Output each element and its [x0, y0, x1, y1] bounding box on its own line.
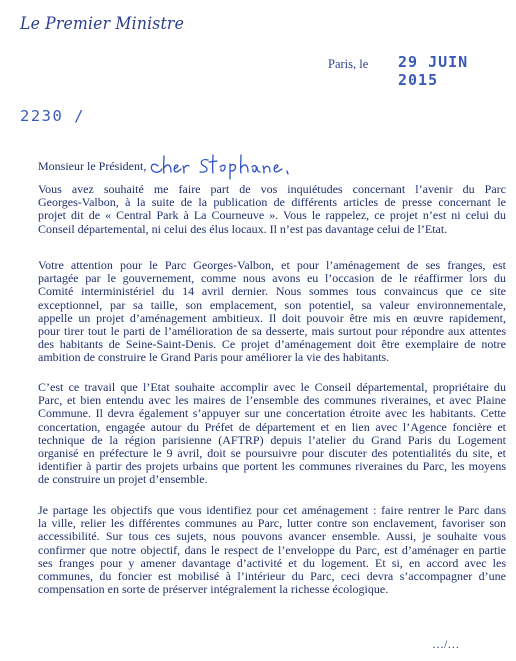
paragraph-line: Comité interministériel du 14 avril dernier. Nous sommes tous convaincus que ce site	[38, 284, 506, 299]
paragraph-line: Conseil départemental, ni celui des élus locaux. Il n’est pas davantage celui de l’Etat.	[38, 221, 448, 236]
paragraph-line: Votre attention pour le Parc Georges-Valbon, et pour l’aménagement de ses franges, est	[38, 258, 506, 272]
paragraph-2	[38, 259, 506, 365]
paragraph-line: technique de la région parisienne (AFTRP) depuis l’atelier du Grand Paris du Logement	[38, 432, 506, 447]
paragraph-3	[38, 381, 506, 487]
paragraph-line: des habitants de Seine-Saint-Denis. Ce projet d’aménagement doit être exemplaire de notre	[38, 337, 506, 352]
paragraph-line: Vous avez souhaité me faire part de vos inquiétudes concernant l’avenir du Parc	[38, 182, 506, 196]
paragraph-4	[38, 504, 506, 596]
paragraph-line: ses franges pour y amener davantage d’activité et du logement. Et si, en accord avec les	[38, 555, 506, 570]
salutation: Monsieur le Président,	[38, 159, 147, 173]
paragraph-line: organisé en préfecture le 9 avril, doit se poursuivre pour discuter des potentialités du site, et	[38, 446, 506, 461]
paragraph-line: communes, du foncier est mobilisé à l’intérieur du Parc, ceci devra s’accompagner d’une	[38, 569, 506, 584]
date-stamp: 29 JUIN 2015	[398, 53, 469, 89]
paragraph-1	[38, 183, 506, 236]
paragraph-line: Commune. Il devra également s’appuyer sur une concertation étroite avec les habitants. Cette	[38, 406, 506, 421]
paragraph-line: partagée par le gouvernement, comme nous avons eu l’occasion de le réaffirmer lors du	[38, 271, 506, 286]
place-label: Paris, le	[328, 57, 369, 71]
paragraph-line: Georges-Valbon, à la suite de la publication de différents articles de presse concernant le	[38, 195, 506, 210]
paragraph-line: exceptionnel, par sa taille, son emplacement, son potentiel, sa valeur environnementale,	[38, 297, 506, 312]
letterhead: Le Premier Ministre	[20, 14, 185, 34]
paragraph-line: concertation, engagée autour du Préfet de département et en lien avec l’Agence foncière et	[38, 419, 506, 434]
paragraph-line: appelle un projet d’aménagement ambitieux. Il doit pouvoir être mis en œuvre rapidement,	[38, 310, 506, 325]
paragraph-line: compensation en sorte de préserver intégralement la richesse écologique.	[38, 582, 389, 597]
paragraph-line: C’est ce travail que l’Etat souhaite accomplir avec le Conseil départemental, propriétaire du	[38, 380, 506, 394]
paragraph-line: pour tirer tout le parti de l’amélioration de sa desserte, mais surtout pour répondre aux attentes	[38, 324, 506, 339]
paragraph-line: Parc, et bien entendu avec les maires de l’ensemble des communes riveraines, et avec Plaine	[38, 393, 506, 408]
paragraph-line: identifier à partir des projets urbains que portent les communes riveraines du Parc, les moyens	[38, 459, 506, 474]
paragraph-line: ambition de construire le Grand Paris pour améliorer la vie des habitants.	[38, 350, 390, 365]
paragraph-line: Je partage les objectifs que vous identifiez pour cet aménagement : faire rentrer le Parc dans	[38, 503, 506, 517]
reference-number: 2230 /	[20, 107, 85, 125]
paragraph-line: confirmer que notre objectif, dans le respect de l’enveloppe du Parc, est d’aménager en partie	[38, 542, 506, 557]
paragraph-line: accessibilité. Sur tous ces sujets, nous pouvons avancer ensemble. Aussi, je souhaite vous	[38, 529, 506, 544]
paragraph-line: la ville, relier les différentes communes au Parc, lutter contre son enclavement, favoriser son	[38, 516, 506, 531]
continuation-mark: …/…	[432, 637, 460, 651]
handwritten-greeting	[146, 150, 296, 180]
paragraph-line: de construire un projet d’ensemble.	[38, 472, 208, 487]
paragraph-line: projet dit de « Central Park à La Courneuve ». Vous le rappelez, ce projet n’est ni celui du	[38, 208, 506, 223]
